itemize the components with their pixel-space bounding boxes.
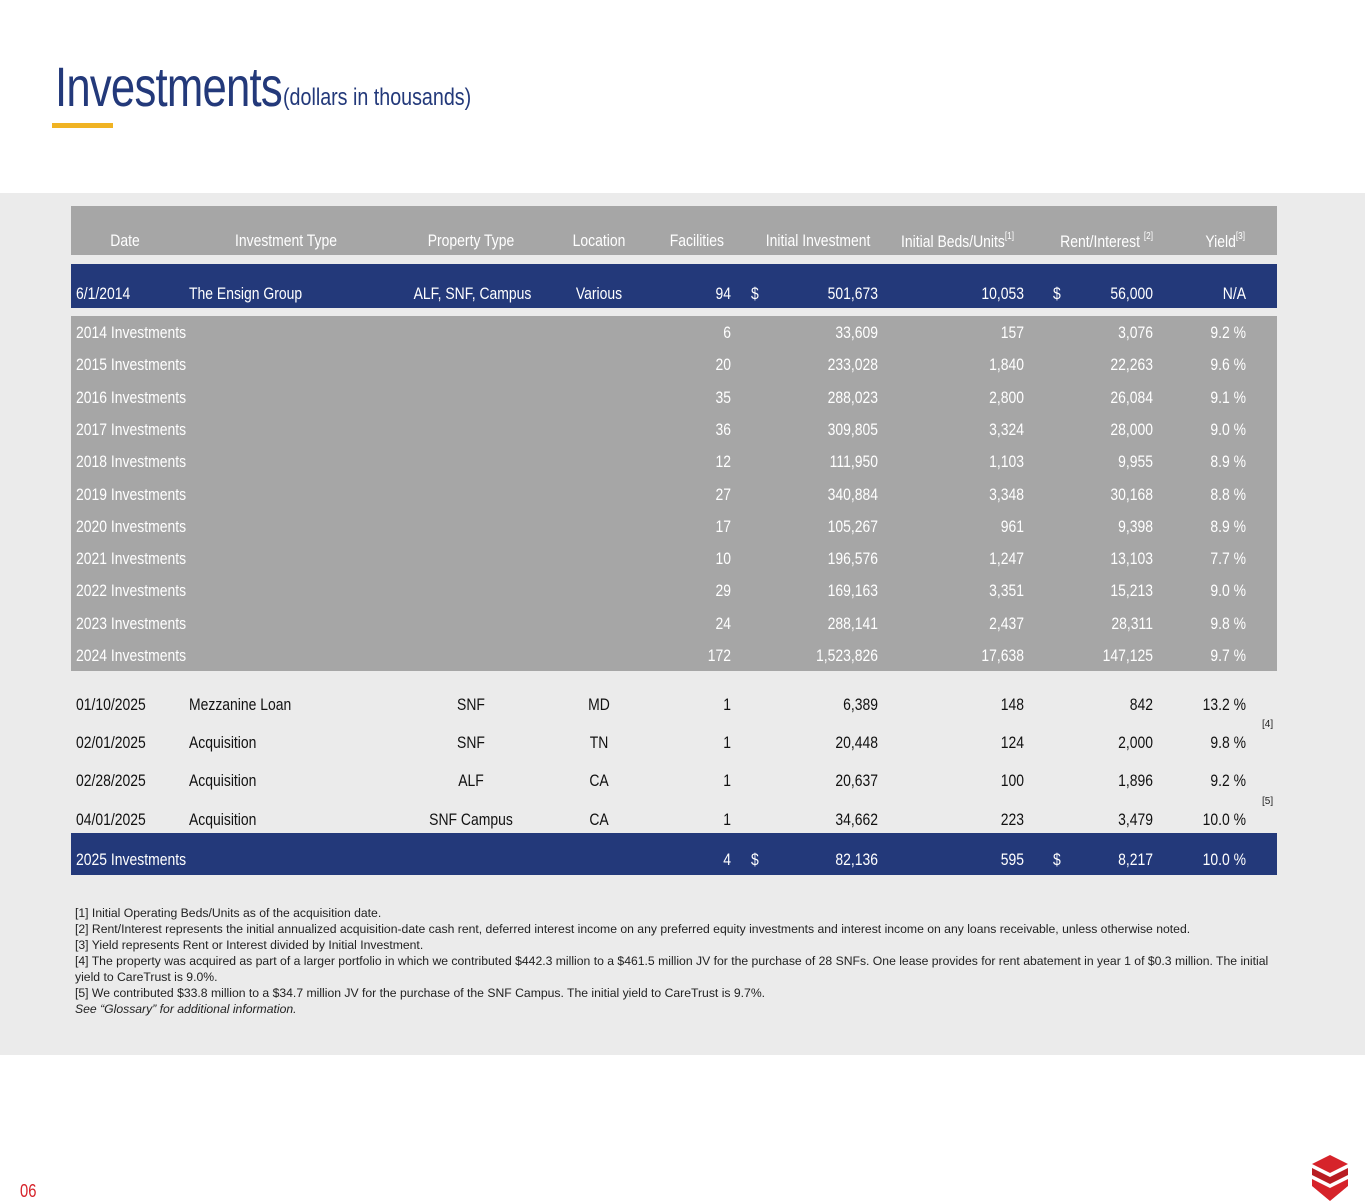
yearly-facilities: 27 [715, 484, 731, 504]
footnotes [75, 905, 1285, 1017]
yearly-row [71, 581, 1277, 613]
deal-row [71, 771, 1277, 809]
deal-facilities: 1 [723, 695, 731, 714]
yearly-facilities: 29 [715, 581, 731, 601]
yearly-investment: 288,023 [827, 387, 878, 407]
yearly-yield: 8.9 % [1210, 452, 1246, 472]
deal-location: MD [588, 695, 610, 714]
page-subtitle: (dollars in thousands) [283, 84, 472, 111]
caretrust-logo-icon [1308, 1153, 1352, 1203]
deal-facilities: 1 [723, 733, 731, 752]
yearly-investment: 288,141 [827, 613, 878, 633]
ensign-date: 6/1/2014 [76, 284, 131, 303]
deal-location: CA [589, 771, 609, 790]
ensign-rent: 56,000 [1110, 284, 1153, 303]
header-beds-note: [1] [1004, 231, 1014, 242]
ensign-yield: N/A [1222, 284, 1246, 303]
total-dollar-2: $ [1053, 850, 1061, 869]
yearly-rent: 15,213 [1110, 581, 1153, 601]
yearly-beds: 961 [1000, 516, 1024, 536]
yearly-label: 2020 Investments [76, 516, 187, 536]
ensign-beds: 10,053 [981, 284, 1024, 303]
yearly-yield: 8.8 % [1210, 484, 1246, 504]
total-2025-row [71, 833, 1277, 875]
yearly-rent: 9,955 [1118, 452, 1153, 472]
yearly-rent: 28,000 [1110, 419, 1153, 439]
ensign-property: ALF, SNF, Campus [413, 284, 532, 303]
header-property-type: Property Type [427, 231, 515, 250]
deal-beds: 223 [1000, 810, 1024, 829]
deal-beds: 100 [1000, 771, 1024, 790]
yearly-label: 2022 Investments [76, 581, 187, 601]
yearly-label: 2019 Investments [76, 484, 187, 504]
footnote-2: [2] Rent/Interest represents the initial annualized acquisition-date cash rent, deferred interest income on any preferred equity investments and interest income on any loans receivable, unless otherwise noted. [75, 922, 1191, 936]
deal-yield: 9.8 % [1210, 733, 1246, 752]
total-dollar-1: $ [751, 850, 759, 869]
yearly-label: 2015 Investments [76, 355, 187, 375]
deal-date: 04/01/2025 [76, 810, 146, 829]
deal-location: TN [589, 733, 609, 752]
deal-investment: 34,662 [835, 810, 878, 829]
header-date: Date [110, 231, 140, 250]
deal-location: CA [589, 810, 609, 829]
ensign-investment: 501,673 [827, 284, 878, 303]
yearly-yield: 9.0 % [1210, 581, 1246, 601]
yearly-label: 2021 Investments [76, 549, 187, 569]
yearly-facilities: 24 [715, 613, 731, 633]
deal-investment: 20,448 [835, 733, 878, 752]
deal-beds: 124 [1000, 733, 1024, 752]
deal-property: SNF [457, 733, 485, 752]
yearly-investment: 105,267 [827, 516, 878, 536]
yearly-label: 2017 Investments [76, 419, 187, 439]
header-facilities: Facilities [669, 231, 724, 250]
header-initial-beds: Initial Beds/Units[1] [901, 231, 1014, 251]
header-yield: Yield[3] [1205, 231, 1245, 251]
yearly-yield: 8.9 % [1210, 516, 1246, 536]
yearly-beds: 1,103 [989, 452, 1024, 472]
deal-rent: 2,000 [1118, 733, 1153, 752]
footnote-1: [1] Initial Operating Beds/Units as of the acquisition date. [75, 906, 382, 920]
deal-date: 01/10/2025 [76, 695, 146, 714]
yearly-investment: 309,805 [827, 419, 878, 439]
deal-date: 02/28/2025 [76, 771, 146, 790]
yearly-investment: 1,523,826 [815, 646, 878, 665]
yearly-yield: 9.1 % [1210, 387, 1246, 407]
yearly-rent: 28,311 [1111, 613, 1153, 633]
yearly-rent: 26,084 [1110, 387, 1153, 407]
deal-yield: 13.2 % [1202, 695, 1246, 714]
deal-footnote-marker: [4] [1262, 719, 1274, 730]
deal-property: ALF [458, 771, 484, 790]
yearly-row [71, 420, 1277, 452]
yearly-beds: 3,348 [989, 484, 1024, 504]
deal-facilities: 1 [723, 810, 731, 829]
yearly-beds: 2,800 [989, 387, 1024, 407]
yearly-rent: 3,076 [1118, 323, 1153, 342]
content-area [0, 193, 1365, 1201]
footnote-3: [3] Yield represents Rent or Interest divided by Initial Investment. [75, 938, 424, 952]
deal-rent: 842 [1129, 695, 1153, 714]
page-title [55, 54, 472, 119]
deal-rent: 3,479 [1118, 810, 1153, 829]
header-yield-note: [3] [1235, 231, 1245, 242]
yearly-beds: 157 [1000, 323, 1024, 342]
total-label: 2025 Investments [76, 850, 187, 869]
deal-rent: 1,896 [1118, 771, 1153, 790]
deal-type: Acquisition [189, 771, 257, 790]
yearly-facilities: 20 [715, 355, 731, 375]
yearly-investment: 33,609 [835, 323, 878, 342]
yearly-row [71, 485, 1277, 517]
deal-type: Acquisition [189, 733, 257, 752]
ensign-location: Various [575, 284, 623, 303]
yearly-row [71, 549, 1277, 581]
yearly-label: 2018 Investments [76, 452, 187, 472]
yearly-label: 2024 Investments [76, 646, 187, 665]
table-header [71, 206, 1277, 255]
deal-facilities: 1 [723, 771, 731, 790]
yearly-row [71, 355, 1277, 387]
yearly-investment: 111,950 [829, 452, 878, 472]
yearly-rent: 147,125 [1102, 646, 1153, 665]
yearly-yield: 9.8 % [1210, 613, 1246, 633]
header-initial-investment: Initial Investment [765, 231, 871, 250]
title-accent-bar [52, 123, 113, 128]
yearly-beds: 3,351 [989, 581, 1024, 601]
deal-footnote-marker: [5] [1262, 796, 1274, 807]
yearly-facilities: 172 [707, 646, 731, 665]
page-title-text: Investments [55, 55, 282, 118]
ensign-dollar-2: $ [1053, 284, 1061, 303]
header-rent-note: [2] [1143, 231, 1153, 242]
yearly-beds: 2,437 [989, 613, 1024, 633]
page-number: 06 [20, 1181, 37, 1201]
deal-date: 02/01/2025 [76, 733, 146, 752]
header-location: Location [572, 231, 626, 250]
deal-type: Acquisition [189, 810, 257, 829]
ensign-type: The Ensign Group [189, 284, 303, 303]
header-investment-type: Investment Type [234, 231, 338, 250]
deal-beds: 148 [1000, 695, 1024, 714]
yearly-row [71, 388, 1277, 420]
header-rent-interest: Rent/Interest [2] [1060, 231, 1153, 251]
deal-type: Mezzanine Loan [189, 695, 292, 714]
glossary-note: See “Glossary” for additional information. [75, 1002, 297, 1016]
deal-property: SNF Campus [429, 810, 513, 829]
yearly-row [71, 452, 1277, 484]
yearly-label: 2016 Investments [76, 387, 187, 407]
yearly-beds: 1,247 [989, 549, 1024, 569]
yearly-facilities: 17 [715, 516, 731, 536]
footnote-4: [4] The property was acquired as part of a larger portfolio in which we contributed $442.3 million to a $461.5 million JV for the purchase of 28 SNFs. One lease provides for rent abatement in year 1 of $0.3 million. The initial yield to CareTrust is 9.0%. [75, 954, 1269, 984]
deal-yield: 10.0 % [1202, 810, 1246, 829]
yearly-rent: 9,398 [1118, 516, 1153, 536]
ensign-row [71, 264, 1277, 308]
yearly-row [71, 646, 1277, 678]
total-yield: 10.0 % [1202, 850, 1246, 869]
yearly-facilities: 10 [715, 549, 731, 569]
ensign-facilities: 94 [715, 284, 731, 303]
yearly-investment: 340,884 [827, 484, 878, 504]
deal-investment: 6,389 [843, 695, 878, 714]
yearly-label: 2014 Investments [76, 323, 187, 342]
deal-row [71, 719, 1277, 771]
yearly-rent: 22,263 [1110, 355, 1153, 375]
yearly-investment: 196,576 [827, 549, 878, 569]
yearly-row [71, 323, 1277, 355]
deal-property: SNF [457, 695, 485, 714]
yearly-investment: 169,163 [827, 581, 878, 601]
yearly-facilities: 12 [715, 452, 731, 472]
yearly-yield: 9.6 % [1210, 355, 1246, 375]
yearly-investment: 233,028 [827, 355, 878, 375]
total-investment: 82,136 [835, 850, 878, 869]
deal-row [71, 695, 1277, 733]
yearly-yield: 9.2 % [1210, 323, 1246, 342]
footnote-5: [5] We contributed $33.8 million to a $34.7 million JV for the purchase of the SNF Campus. The initial yield to CareTrust is 9.7%. [75, 986, 766, 1000]
yearly-beds: 1,840 [989, 355, 1024, 375]
yearly-yield: 9.7 % [1210, 646, 1246, 665]
yearly-yield: 7.7 % [1210, 549, 1246, 569]
total-rent: 8,217 [1118, 850, 1153, 869]
ensign-dollar-1: $ [751, 284, 759, 303]
yearly-beds: 3,324 [989, 419, 1024, 439]
yearly-facilities: 35 [715, 387, 731, 407]
yearly-facilities: 36 [715, 419, 731, 439]
total-facilities: 4 [723, 850, 731, 869]
deal-investment: 20,637 [835, 771, 878, 790]
yearly-facilities: 6 [723, 323, 731, 342]
yearly-beds: 17,638 [981, 646, 1024, 665]
deal-yield: 9.2 % [1210, 771, 1246, 790]
yearly-rent: 13,103 [1110, 549, 1153, 569]
yearly-rent: 30,168 [1110, 484, 1153, 504]
yearly-row [71, 517, 1277, 549]
yearly-label: 2023 Investments [76, 613, 187, 633]
total-beds: 595 [1000, 850, 1024, 869]
yearly-yield: 9.0 % [1210, 419, 1246, 439]
yearly-row [71, 614, 1277, 646]
